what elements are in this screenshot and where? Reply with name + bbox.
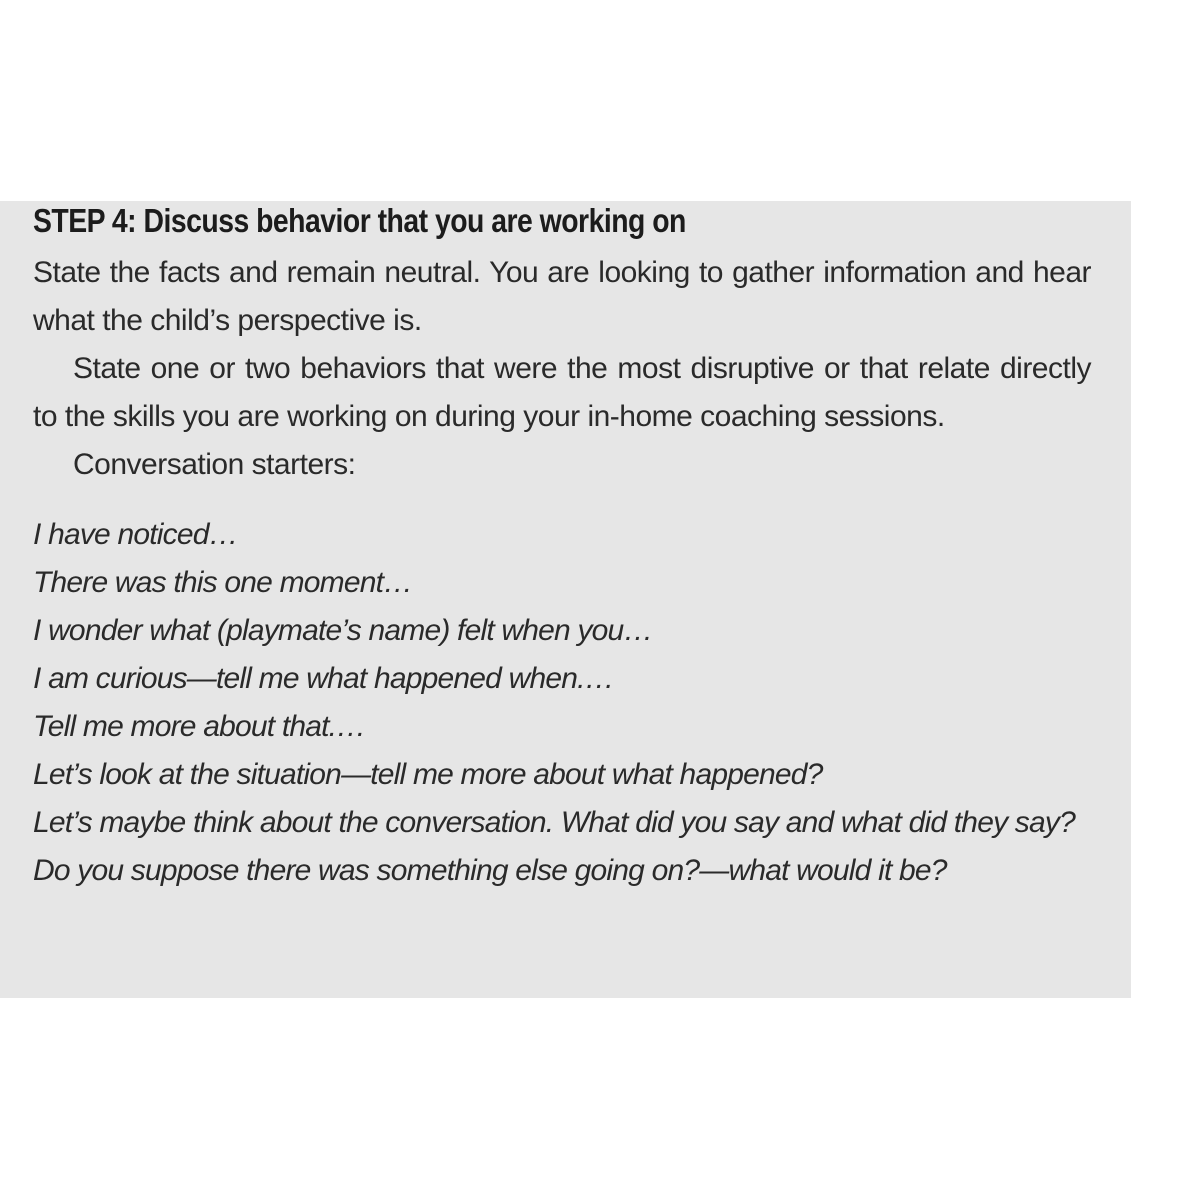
starter-item: Tell me more about that.… xyxy=(33,710,366,743)
step-heading: STEP 4: Discuss behavior that you are working on xyxy=(33,202,686,239)
starter-item: I wonder what (playmate’s name) felt when you… xyxy=(33,614,653,647)
intro-paragraph: State the facts and remain neutral. You are looking to gather information and hear what the child’s perspective is. xyxy=(33,256,1091,337)
starter-item: Let’s look at the situation—tell me more about what happened? xyxy=(33,758,823,791)
step-4-box xyxy=(0,201,1131,998)
starter-item: I have noticed… xyxy=(33,518,238,551)
starter-item: I am curious—tell me what happened when.… xyxy=(33,662,614,695)
starter-item: There was this one moment… xyxy=(33,566,413,599)
starter-item: Let’s maybe think about the conversation. What did you say and what did they say? xyxy=(33,806,1075,839)
conversation-starters-list xyxy=(33,511,1091,895)
starter-item: Do you suppose there was something else going on?—what would it be? xyxy=(33,854,947,887)
starters-label: Conversation starters: xyxy=(73,448,356,481)
behaviors-paragraph: State one or two behaviors that were the most disruptive or that relate directly to the skills you are working on during your in-home coaching sessions. xyxy=(33,352,1091,433)
